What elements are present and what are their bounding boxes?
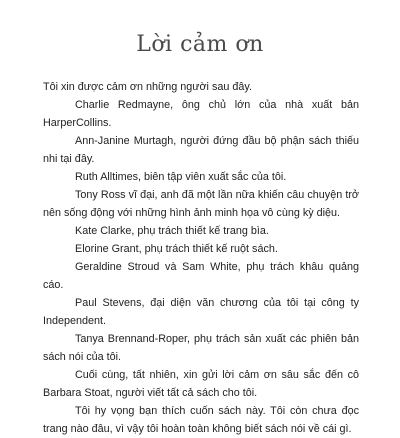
- paragraph: Tanya Brennand-Roper, phụ trách sản xuất các phiên bản sách nói của tôi.: [43, 333, 359, 363]
- paragraph: Tony Ross vĩ đại, anh đã một lần nữa khiến câu chuyện trở nên sống động với những hình ảnh minh họa vô cùng kỳ diệu.: [43, 189, 359, 219]
- paragraph-intro: Tôi xin được cảm ơn những người sau đây.: [43, 81, 252, 93]
- paragraph: Tôi hy vọng bạn thích cuốn sách này. Tôi còn chưa đọc trang nào đâu, vì vậy tôi hoàn toàn không biết sách nói về cái gì.: [43, 405, 359, 435]
- paragraph: Cuối cùng, tất nhiên, xin gửi lời cảm ơn sâu sắc đến cô Barbara Stoat, người viết tất cả sách cho tôi.: [43, 369, 359, 399]
- paragraph: Ann-Janine Murtagh, người đứng đầu bộ phận sách thiếu nhi tại đây.: [43, 135, 359, 165]
- paragraph: Paul Stevens, đại diện văn chương của tôi tại công ty Independent.: [43, 297, 359, 327]
- acknowledgements-body: [43, 78, 359, 438]
- paragraph: Charlie Redmayne, ông chủ lớn của nhà xuất bản HarperCollins.: [43, 99, 359, 129]
- paragraph: Elorine Grant, phụ trách thiết kế ruột sách.: [75, 243, 278, 255]
- paragraph: Geraldine Stroud và Sam White, phụ trách khâu quảng cáo.: [43, 261, 359, 291]
- page-title: Lời cảm ơn: [136, 32, 264, 57]
- paragraph: Kate Clarke, phụ trách thiết kế trang bìa.: [75, 225, 269, 237]
- paragraph: Ruth Alltimes, biên tập viên xuất sắc của tôi.: [75, 171, 287, 183]
